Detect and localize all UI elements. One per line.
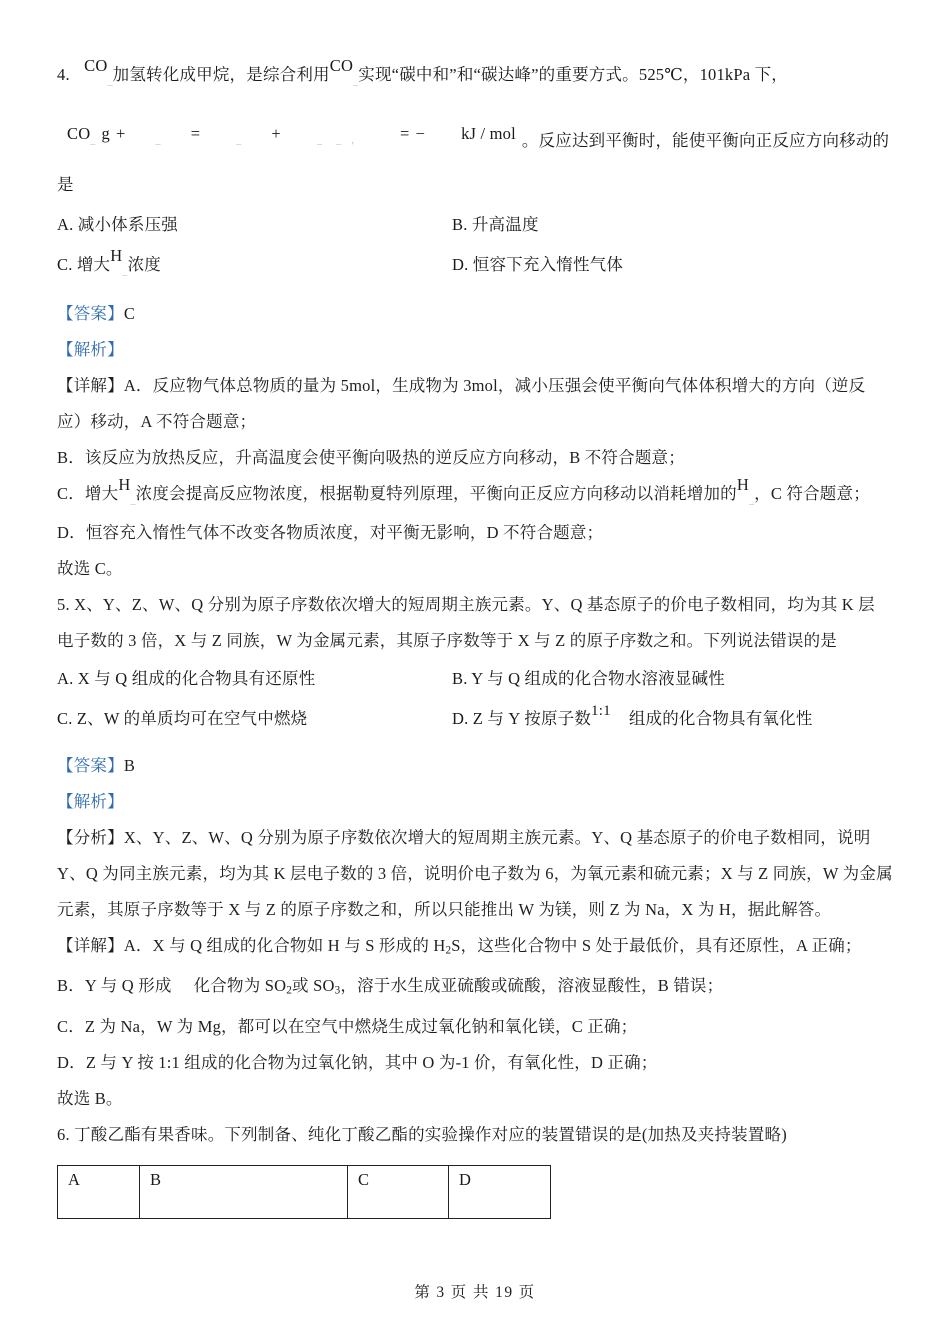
question-5-stem-line-2: 电子数的 3 倍，X 与 Z 同族，W 为金属元素，其原子序数等于 X 与 Z 的原子序数之和。下列说法错误的是 [57, 631, 837, 650]
question-4-stem-text-2: 实现“碳中和”和“碳达峰”的重要方式。525℃，101kPa 下， [358, 65, 789, 84]
subscript-artifact: _ [155, 135, 161, 146]
option-key: D. [452, 709, 469, 728]
question-4-formula-co-1: CO [84, 56, 108, 75]
equation-lhs-species: CO [67, 124, 91, 143]
question-5-breakdown-line-3: 元素，其原子序数等于 X 与 Z 的原子序数之和，所以只能推出 W 为镁，则 Z 为 Na，X 为 H，据此解答。 [57, 900, 832, 919]
option-label: Z、W 的单质均可在空气中燃烧 [76, 709, 308, 728]
option-key: B. [452, 669, 468, 688]
question-5-breakdown-line-1 [57, 820, 895, 856]
question-4-explanation-line-2: 应）移动，A 不符合题意； [57, 412, 257, 431]
detail-label: 【详解】 [57, 936, 124, 955]
equation-lhs-state: g [101, 124, 110, 143]
option-label-pre: Z 与 Y 按原子数 [472, 709, 592, 728]
subscript-artifact: _ [353, 76, 359, 87]
option-c-superscript-h: H [110, 246, 123, 265]
question-5-conclusion: 故选 B。 [57, 1088, 123, 1108]
option-d-superscript-ratio: 1:1 [591, 703, 611, 719]
option-label-post: 组成的化合物具有氧化性 [628, 709, 813, 728]
page-footer [0, 1280, 950, 1302]
question-4-number: 4. [57, 65, 70, 84]
question-4-explanation-line-1 [57, 368, 895, 404]
question-5-detail-d: D．Z 与 Y 按 1:1 组成的化合物为过氧化钠，其中 O 为-1 价，有氧化性，D 正确； [57, 1052, 658, 1072]
question-6-options-table [57, 1165, 551, 1219]
table-cell-c[interactable]: C [348, 1165, 449, 1218]
footer-page-number: 3 [436, 1284, 446, 1301]
question-5-detail-c: C．Z 为 Na，W 为 Mg，都可以在空气中燃烧生成过氧化钠和氧化镁，C 正确； [57, 1016, 638, 1036]
analysis-label: 【解析】 [57, 792, 124, 811]
subscript-artifact: _ [336, 135, 342, 146]
equation-plus-2: + [271, 124, 281, 143]
analysis-label: 【解析】 [57, 340, 124, 359]
question-6-stem [57, 1117, 895, 1153]
explanation-text: A．反应物气体总物质的量为 5mol，生成物为 3mol，减小压强会使平衡向气体体积增大的方向（逆反 [123, 376, 866, 395]
question-5-option-d[interactable] [452, 699, 895, 740]
table-cell-b[interactable]: B [140, 1165, 348, 1218]
subscript-artifact: _ [107, 76, 113, 87]
question-5-option-a[interactable] [57, 659, 452, 699]
footer-suffix: 页 [518, 1284, 536, 1301]
detail-b-mid-2: 或 SO [292, 976, 335, 996]
subscript-artifact: _ [748, 495, 755, 506]
option-label-pre: 增大 [76, 255, 111, 274]
detail-a-subscript: 2 [445, 944, 452, 957]
option-key: C. [57, 255, 73, 274]
spacer [57, 98, 895, 114]
question-4-option-d[interactable] [452, 245, 895, 288]
question-4-analysis-row [57, 332, 895, 368]
question-6-stem-text: 丁酸乙酯有果香味。下列制备、纯化丁酸乙酯的实验操作对应的装置错误的是(加热及夹持装置略) [74, 1124, 787, 1144]
answer-label: 【答案】 [57, 756, 124, 775]
explanation-c-pre: C．增大 [57, 484, 119, 503]
option-key: A. [57, 215, 74, 234]
answer-value: C [123, 304, 136, 323]
question-4-formula-co-2: CO [329, 56, 354, 75]
option-key: B. [452, 215, 468, 234]
option-key: A. [57, 669, 74, 688]
detail-b-subscript-2: 3 [334, 984, 341, 997]
explanation-c-superscript-h: H [118, 475, 131, 494]
question-4-explanation-c [57, 476, 895, 515]
question-4-equation [57, 114, 895, 157]
subscript-artifact: , [351, 135, 355, 146]
detail-b-pre: B．Y 与 Q 形成 [57, 976, 172, 996]
table-cell-d[interactable]: D [449, 1165, 551, 1218]
table-row [58, 1165, 551, 1218]
question-5-options-row-1 [57, 659, 895, 699]
answer-value: B [123, 756, 136, 775]
subscript-artifact: _ [236, 135, 242, 146]
footer-prefix: 第 [414, 1284, 432, 1301]
option-key: C. [57, 709, 73, 728]
spacer [57, 288, 895, 296]
detail-a-post: S，这些化合物中 S 处于最低价，具有还原性，A 正确； [451, 936, 862, 955]
equation-minus-sign: − [415, 124, 426, 143]
option-label-post: 浓度 [127, 255, 161, 274]
table-cell-a[interactable]: A [58, 1165, 140, 1218]
option-label: 升高温度 [471, 215, 539, 234]
spacer [57, 157, 895, 165]
question-5-answer-row [57, 748, 895, 784]
question-4-stem-text-1: 加氢转化成甲烷，是综合利用 [112, 65, 330, 84]
answer-label: 【答案】 [57, 304, 124, 323]
breakdown-text: X、Y、Z、W、Q 分别为原子序数依次增大的短周期主族元素。Y、Q 基态原子的价电子数相同，说明 [123, 828, 871, 847]
equation-equals: = [190, 124, 201, 143]
question-5-option-b[interactable] [452, 659, 895, 699]
question-5-stem-line-1 [57, 587, 895, 623]
detail-a-pre: A．X 与 Q 组成的化合物如 H 与 S 形成的 H [123, 936, 446, 955]
breakdown-label: 【分析】 [57, 828, 124, 847]
question-5-detail-a [57, 928, 895, 968]
explanation-c-post: ，C 符合题意； [754, 484, 870, 503]
question-4-explanation-line-3: B．该反应为放热反应，升高温度会使平衡向吸热的逆反应方向移动，B 不符合题意； [57, 448, 685, 467]
option-label: 减小体系压强 [77, 215, 178, 234]
question-4-option-b[interactable] [452, 205, 895, 245]
option-label: 恒容下充入惰性气体 [472, 255, 624, 274]
subscript-artifact: _ [90, 135, 96, 146]
question-6-number: 6. [57, 1124, 70, 1144]
question-5-analysis-row [57, 784, 895, 820]
option-label: Y 与 Q 组成的化合物水溶液显碱性 [471, 669, 725, 688]
spacer [57, 740, 895, 748]
question-4-answer-row [57, 296, 895, 332]
footer-total-pages: 19 [495, 1284, 514, 1301]
question-4-stem-text-3: 。反应达到平衡时，能使平衡向正反应方向移动的 [521, 131, 890, 150]
detail-b-subscript-1: 2 [286, 984, 293, 997]
detail-b-post: ，溶于水生成亚硫酸或硫酸，溶液显酸性，B 错误； [340, 976, 724, 996]
explanation-c-mid: 浓度会提高反应物浓度，根据勒夏特列原理，平衡向正反应方向移动以消耗增加的 [135, 484, 737, 503]
question-4-options-row-1 [57, 205, 895, 245]
question-4-conclusion: 故选 C。 [57, 559, 123, 578]
subscript-artifact: _ [130, 495, 136, 506]
question-5-detail-b [57, 968, 895, 1008]
subscript-artifact: _ [122, 266, 128, 277]
subscript-artifact: _ [316, 135, 323, 146]
detail-label: 【详解】 [57, 376, 124, 395]
question-5-stem-text: X、Y、Z、W、Q 分别为原子序数依次增大的短周期主族元素。Y、Q 基态原子的价电子数相同，均为其 K 层 [74, 595, 875, 614]
question-5-breakdown-line-2: Y、Q 为同主族元素，均为其 K 层电子数的 3 倍，说明价电子数为 6，为氧元素和硫元素；X 与 Z 同族，W 为金属 [57, 864, 893, 883]
option-label: X 与 Q 组成的化合物具有还原性 [77, 669, 316, 688]
question-4-option-c[interactable] [57, 245, 452, 288]
question-5-options-row-2 [57, 699, 895, 740]
question-4-options-row-2 [57, 245, 895, 288]
question-4-stem-tail: 是 [57, 175, 74, 194]
question-4-stem [57, 55, 895, 98]
question-6-table-wrapper [57, 1165, 895, 1219]
equation-delta-equals: = [400, 124, 410, 143]
question-5-number: 5. [57, 595, 70, 614]
question-5-option-c[interactable] [57, 699, 452, 740]
option-key: D. [452, 255, 469, 274]
equation-unit: kJ / mol [461, 124, 516, 143]
question-4-explanation-d: D．恒容充入惰性气体不改变各物质浓度，对平衡无影响，D 不符合题意； [57, 523, 604, 542]
footer-middle: 页 共 [450, 1284, 491, 1301]
equation-plus-1: + [115, 124, 126, 143]
detail-b-mid: 化合物为 SO [193, 976, 287, 996]
explanation-c-superscript-h-2: H [736, 475, 749, 494]
